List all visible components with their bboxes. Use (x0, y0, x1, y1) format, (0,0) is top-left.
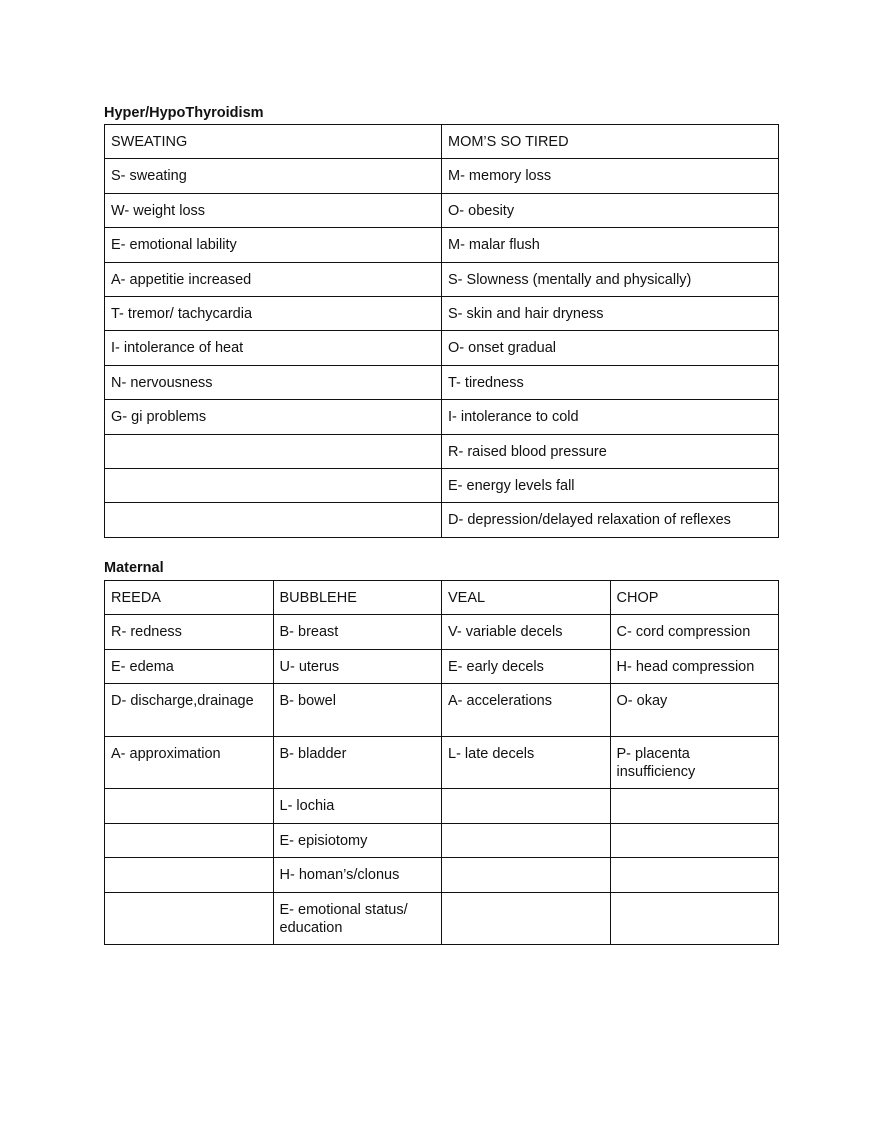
table-cell: B- breast (273, 615, 442, 649)
table-cell (442, 892, 611, 945)
table-row (105, 858, 779, 892)
table-cell: E- early decels (442, 649, 611, 683)
header-cell-chop: CHOP (610, 581, 779, 615)
table-header-row (105, 581, 779, 615)
table-cell: N- nervousness (105, 365, 442, 399)
table-cell (442, 789, 611, 823)
table-row (105, 434, 779, 468)
table-cell: H- homan’s/clonus (273, 858, 442, 892)
table-row (105, 615, 779, 649)
table-cell: B- bowel (273, 684, 442, 737)
table-cell (442, 858, 611, 892)
table-cell (105, 503, 442, 537)
table-cell: P- placenta insufficiency (610, 736, 779, 789)
table-cell: O- onset gradual (442, 331, 779, 365)
maternal-mnemonic-table (104, 580, 779, 945)
table-row (105, 262, 779, 296)
table-cell (105, 789, 274, 823)
table-cell: M- malar flush (442, 228, 779, 262)
table-row (105, 159, 779, 193)
header-cell-veal: VEAL (442, 581, 611, 615)
table-cell (105, 858, 274, 892)
table-cell: D- depression/delayed relaxation of reflexes (442, 503, 779, 537)
table-cell: L- lochia (273, 789, 442, 823)
table-cell (610, 823, 779, 857)
table-row (105, 228, 779, 262)
table-cell (442, 823, 611, 857)
header-cell-sweating: SWEATING (105, 125, 442, 159)
table-cell: S- sweating (105, 159, 442, 193)
table-row (105, 892, 779, 945)
table-cell (610, 858, 779, 892)
header-cell-bubblehe: BUBBLEHE (273, 581, 442, 615)
table-cell: E- energy levels fall (442, 468, 779, 502)
table-row (105, 400, 779, 434)
table-cell: S- Slowness (mentally and physically) (442, 262, 779, 296)
table-cell (105, 823, 274, 857)
table-cell: L- late decels (442, 736, 611, 789)
table-cell: C- cord compression (610, 615, 779, 649)
table-row (105, 365, 779, 399)
table-row (105, 823, 779, 857)
table-cell: R- redness (105, 615, 274, 649)
thyroid-section-title: Hyper/HypoThyroidism (104, 105, 264, 121)
table-row (105, 789, 779, 823)
header-cell-reeda: REEDA (105, 581, 274, 615)
table-row (105, 736, 779, 789)
table-cell (610, 789, 779, 823)
table-cell: T- tiredness (442, 365, 779, 399)
thyroid-mnemonic-table (104, 124, 779, 538)
table-cell: G- gi problems (105, 400, 442, 434)
table-cell: B- bladder (273, 736, 442, 789)
table-cell: I- intolerance of heat (105, 331, 442, 365)
table-row (105, 649, 779, 683)
table-cell: D- discharge,drainage (105, 684, 274, 737)
table-cell: I- intolerance to cold (442, 400, 779, 434)
table-cell: O- obesity (442, 193, 779, 227)
table-cell: M- memory loss (442, 159, 779, 193)
table-cell: A- accelerations (442, 684, 611, 737)
table-cell: E- episiotomy (273, 823, 442, 857)
table-row (105, 684, 779, 737)
table-cell: A- approximation (105, 736, 274, 789)
table-cell: V- variable decels (442, 615, 611, 649)
table-cell (105, 468, 442, 502)
table-cell: E- edema (105, 649, 274, 683)
table-cell: E- emotional status/ education (273, 892, 442, 945)
table-row (105, 193, 779, 227)
table-cell: O- okay (610, 684, 779, 737)
table-row (105, 468, 779, 502)
table-row (105, 296, 779, 330)
table-cell: T- tremor/ tachycardia (105, 296, 442, 330)
table-cell: U- uterus (273, 649, 442, 683)
table-cell: H- head compression (610, 649, 779, 683)
table-cell: S- skin and hair dryness (442, 296, 779, 330)
table-cell: E- emotional lability (105, 228, 442, 262)
table-cell (610, 892, 779, 945)
table-header-row (105, 125, 779, 159)
table-row (105, 503, 779, 537)
table-cell: W- weight loss (105, 193, 442, 227)
table-cell (105, 434, 442, 468)
header-cell-moms-so-tired: MOM’S SO TIRED (442, 125, 779, 159)
maternal-section-title: Maternal (104, 560, 164, 576)
table-cell (105, 892, 274, 945)
table-cell: A- appetitie increased (105, 262, 442, 296)
table-row (105, 331, 779, 365)
table-cell: R- raised blood pressure (442, 434, 779, 468)
